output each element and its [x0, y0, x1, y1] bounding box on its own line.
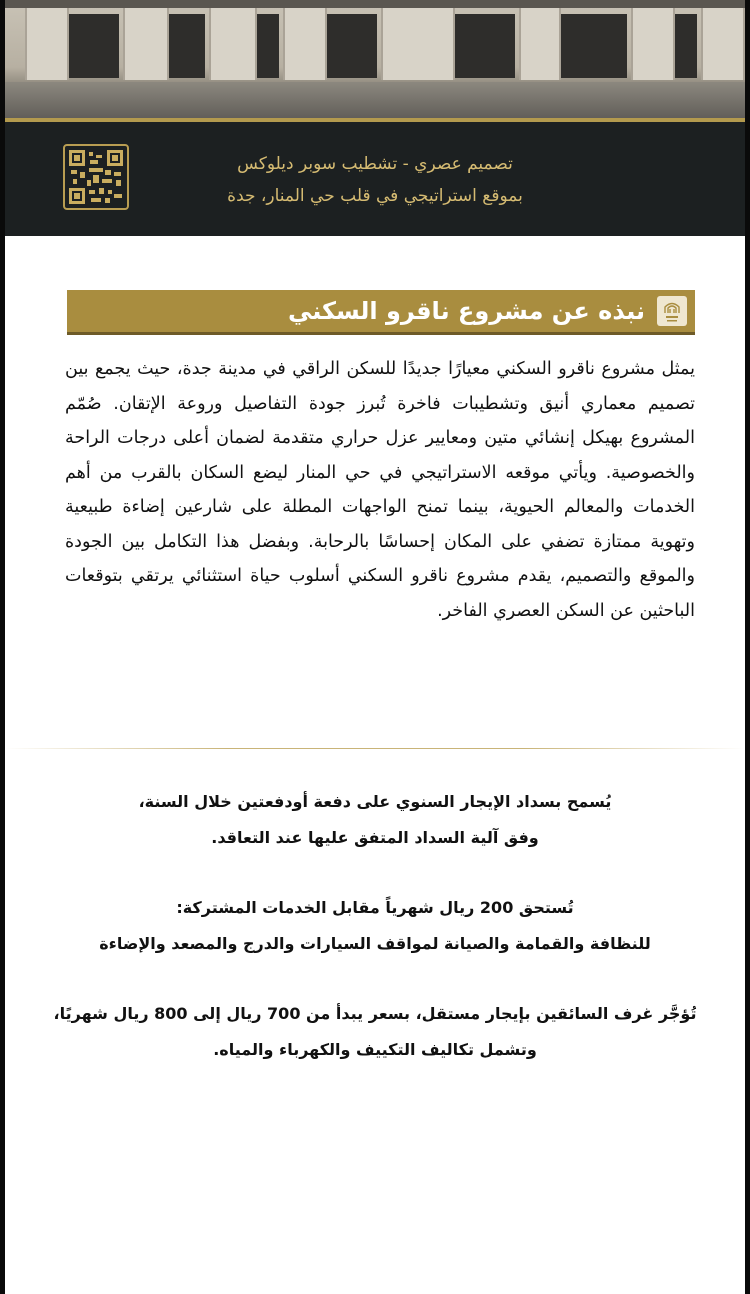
building-photo — [5, 0, 745, 122]
tagline-line-2: بموقع استراتيجي في قلب حي المنار، جدة — [227, 186, 523, 206]
payment-note-line-1: يُسمح بسداد الإيجار السنوي على دفعة أودفعتين خلال السنة، — [138, 792, 612, 811]
project-tagline — [195, 148, 555, 212]
section-title-bar — [67, 290, 695, 335]
service-fee-note — [45, 890, 705, 962]
driver-room-line-1: تُؤجَّر غرف السائقين بإيجار مستقل، بسعر يبدأ من 700 ريال إلى 800 ريال شهريًا، — [53, 1004, 697, 1023]
service-fee-line-1: تُستحق 200 ريال شهرياً مقابل الخدمات المشتركة: — [176, 898, 574, 917]
service-fee-line-2: للنظافة والقمامة والصيانة لمواقف السيارات والدرج والمصعد والإضاءة — [99, 934, 651, 953]
payment-note — [45, 784, 705, 856]
naqro-logo-icon — [657, 296, 687, 326]
qr-code-icon — [63, 144, 129, 210]
info-bar — [5, 122, 745, 236]
section-divider — [5, 748, 745, 749]
driver-room-note — [45, 996, 705, 1068]
tagline-line-1: تصميم عصري - تشطيب سوبر ديلوكس — [237, 154, 513, 174]
project-description: يمثل مشروع ناقرو السكني معيارًا جديدًا للسكن الراقي في مدينة جدة، حيث يجمع بين تصميم معماري أنيق وتشطيبات فاخرة تُبرز جودة التفاصيل وروعة الإتقان. صُمّم المشروع بهيكل إنشائي متين ومعايير عزل حراري متقدمة لضمان أعلى درجات الراحة والخصوصية. ويأتي موقعه الاستراتيجي في حي المنار ليضع السكان بالقرب من أهم الخدمات والمعالم الحيوية، بينما تمنح الواجهات المطلة على شارعين إضاءة طبيعية وتهوية ممتازة تضفي على المكان إحساسًا بالرحابة. وبفضل هذا التكامل بين الجودة والموقع والتصميم، يقدم مشروع ناقرو السكني أسلوب حياة استثنائي يرتقي بتوقعات الباحثين عن السكن العصري الفاخر. — [65, 359, 695, 621]
brochure-page — [5, 236, 745, 1294]
driver-room-line-2: وتشمل تكاليف التكييف والكهرباء والمياه. — [213, 1040, 537, 1059]
payment-note-line-2: وفق آلية السداد المتفق عليها عند التعاقد. — [211, 828, 539, 847]
section-title: نبذه عن مشروع ناقرو السكني — [287, 297, 645, 325]
